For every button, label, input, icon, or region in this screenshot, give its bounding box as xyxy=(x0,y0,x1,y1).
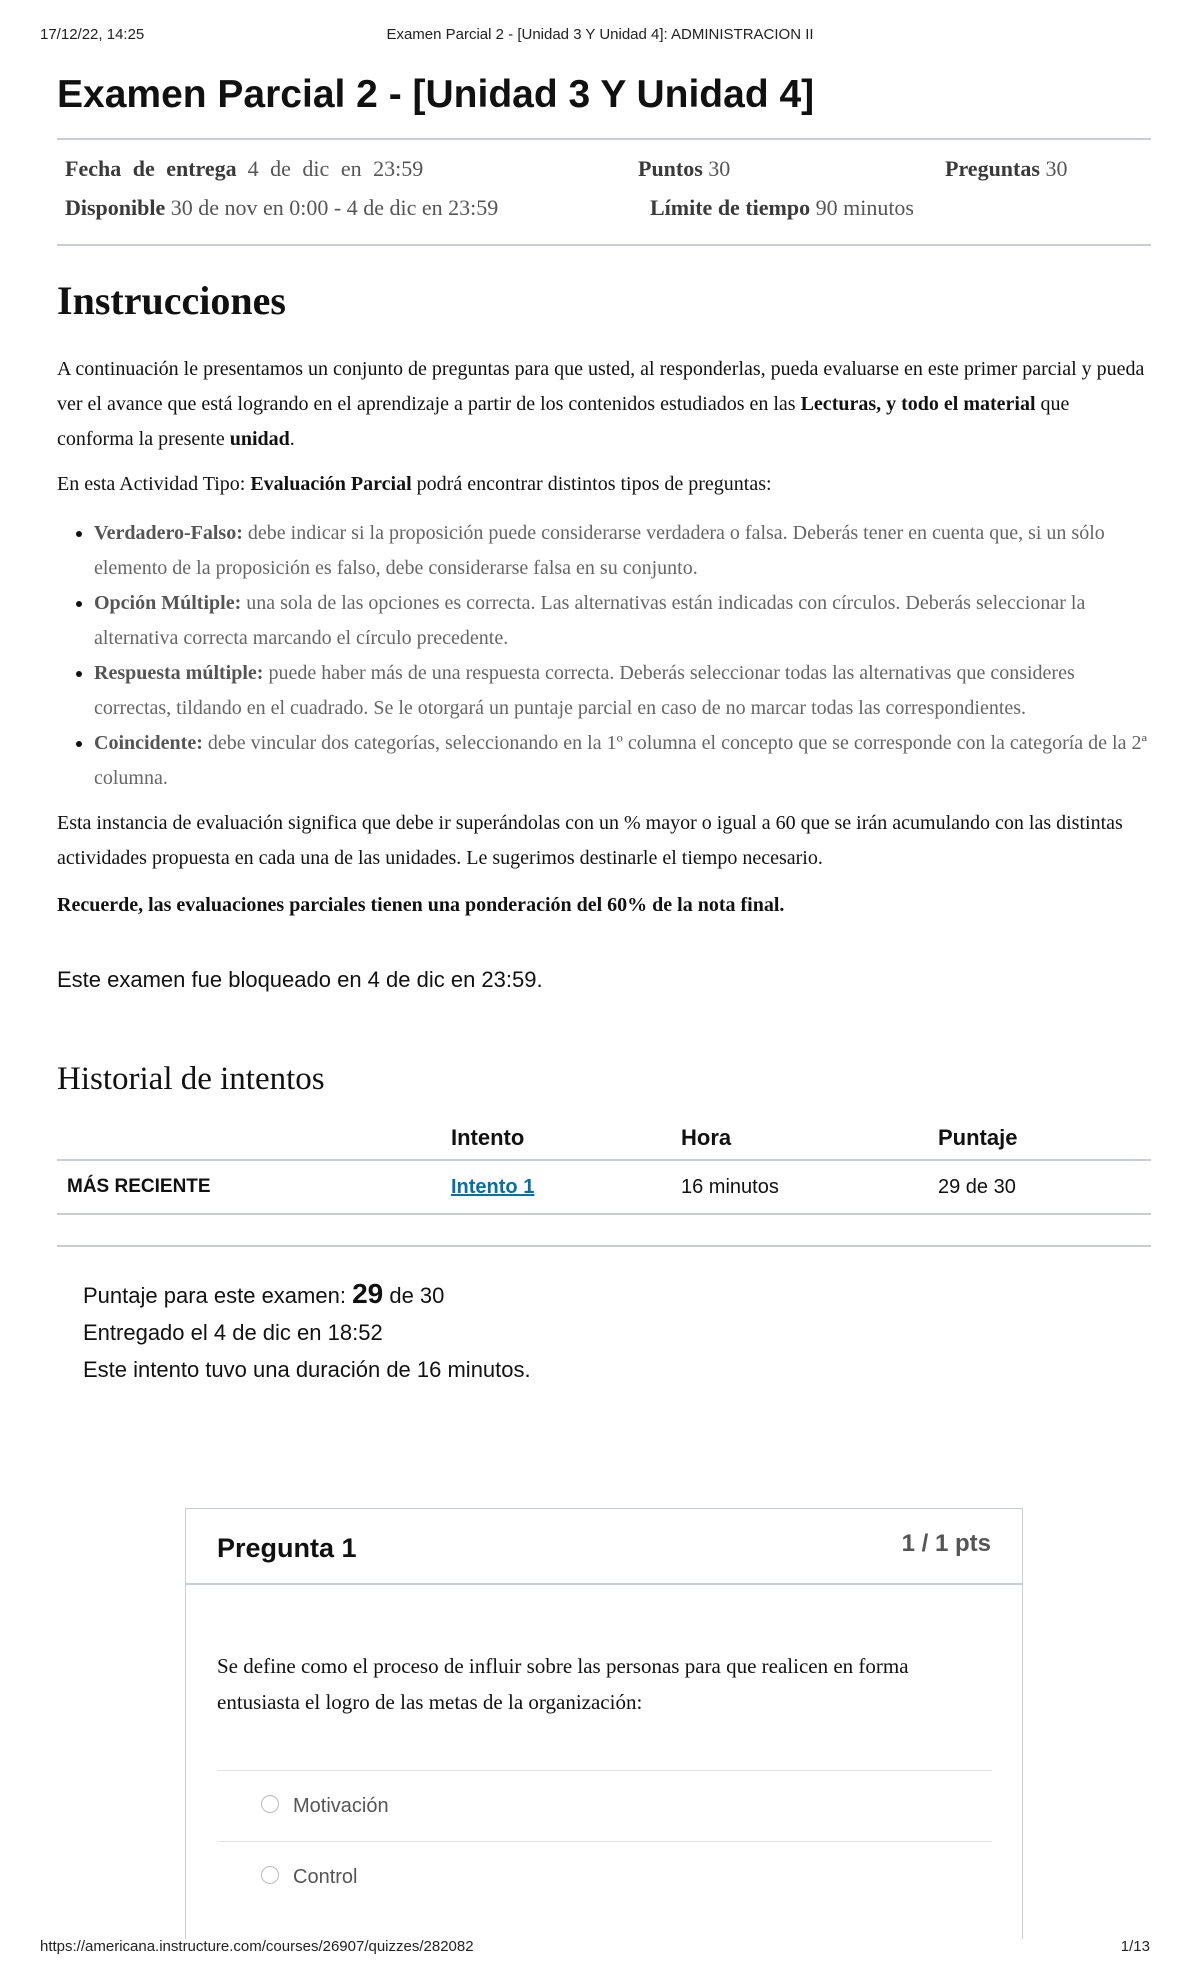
instructions-note xyxy=(57,888,1151,923)
quiz-content xyxy=(57,60,1151,1388)
submitted-line: Entregado el 4 de dic en 18:52 xyxy=(83,1320,383,1345)
list-item xyxy=(94,516,1151,586)
locked-notice: Este examen fue bloqueado en 4 de dic en 23:59. xyxy=(57,967,543,992)
score-label: Puntaje para este examen: xyxy=(83,1283,353,1308)
attempt-time: 16 minutos xyxy=(671,1160,928,1214)
table-header-row xyxy=(57,1117,1151,1160)
divider xyxy=(57,244,1151,246)
radio-button[interactable] xyxy=(261,1795,279,1813)
list-item xyxy=(94,726,1151,796)
question-card xyxy=(185,1508,1023,1939)
column-header xyxy=(57,1117,441,1160)
time-limit-value: 90 minutos xyxy=(815,195,914,220)
instructions-paragraph: Esta instancia de evaluación significa que debe ir superándolas con un % mayor o igual a 60 que se irán acumulando con las distintas actividades propuesta en cada una de las unidades. Le sugerimos destinarle el tiempo necesario. xyxy=(57,812,1123,869)
instructions-heading: Instrucciones xyxy=(57,278,286,323)
type-name: Respuesta múltiple: xyxy=(94,662,264,684)
instructions-paragraph xyxy=(57,467,1151,502)
question-text: Se define como el proceso de influir sobre las personas para que realicen en forma entusiasta el logro de las metas de la organización: xyxy=(217,1654,909,1714)
quiz-details xyxy=(57,140,1151,244)
print-url: https://americana.instructure.com/courses/26907/quizzes/282082 xyxy=(40,1938,474,1955)
text: que conforma la presente xyxy=(57,393,1070,450)
print-datetime: 17/12/22, 14:25 xyxy=(40,26,145,43)
duration-line: Este intento tuvo una duración de 16 minutos. xyxy=(83,1357,531,1382)
text: podrá encontrar distintos tipos de preguntas: xyxy=(411,473,772,495)
radio-button[interactable] xyxy=(261,1866,279,1884)
points-label: Puntos xyxy=(638,156,703,181)
column-header: Puntaje xyxy=(928,1117,1151,1160)
print-footer xyxy=(40,1938,1150,1958)
text-bold: unidad xyxy=(229,428,290,450)
print-header xyxy=(40,26,1160,46)
attempt-score: 29 de 30 xyxy=(928,1160,1151,1214)
due-date-value: 4 de dic en 23:59 xyxy=(247,156,424,181)
print-page-number: 1/13 xyxy=(1120,1938,1150,1955)
answer-option[interactable] xyxy=(217,1841,992,1912)
text-bold: Evaluación Parcial xyxy=(250,473,412,495)
questions-count xyxy=(945,156,1067,182)
answer-option[interactable] xyxy=(217,1770,992,1841)
score-value: 29 xyxy=(352,1278,384,1309)
time-limit xyxy=(650,195,914,221)
question-types-list xyxy=(57,516,1151,796)
availability xyxy=(65,195,498,221)
page-title: Examen Parcial 2 - [Unidad 3 Y Unidad 4] xyxy=(57,73,815,116)
attempt-summary xyxy=(83,1275,1151,1388)
list-item xyxy=(94,586,1151,656)
text: En esta Actividad Tipo: xyxy=(57,473,251,495)
due-date xyxy=(65,156,423,182)
answer-list xyxy=(217,1770,992,1912)
available-value: 30 de nov en 0:00 - 4 de dic en 23:59 xyxy=(170,195,499,220)
column-header: Hora xyxy=(671,1117,928,1160)
answer-label: Control xyxy=(293,1866,358,1888)
question-points: 1 / 1 pts xyxy=(901,1530,991,1557)
question-header xyxy=(186,1509,1022,1585)
time-limit-label: Límite de tiempo xyxy=(650,195,811,220)
type-description: una sola de las opciones es correcta. Las alternativas están indicadas con círculos. Deberás seleccionar la alternativa correcta marcando el círculo precedente. xyxy=(94,592,1086,649)
points-value: 30 xyxy=(708,156,731,181)
table-row xyxy=(57,1160,1151,1214)
history-heading: Historial de intentos xyxy=(57,1061,325,1097)
score-line xyxy=(83,1275,1151,1314)
text-bold: Recuerde, las evaluaciones parciales tienen una ponderación del 60% de la nota final. xyxy=(57,894,785,916)
print-title: Examen Parcial 2 - [Unidad 3 Y Unidad 4]: ADMINISTRACION II xyxy=(386,26,814,43)
attempt-link[interactable]: Intento 1 xyxy=(451,1175,535,1198)
type-name: Opción Múltiple: xyxy=(94,592,242,614)
score-total: de 30 xyxy=(383,1283,445,1308)
text-bold: Lecturas, y todo el material xyxy=(800,393,1036,415)
type-description: puede haber más de una respuesta correcta. Deberás seleccionar todas las alternativas que consideres correctas, tildando en el cuadrado. Se le otorgará un puntaje parcial en caso de no marcar todas las correspondientes. xyxy=(94,662,1075,719)
type-name: Verdadero-Falso: xyxy=(94,522,243,544)
attempts-table xyxy=(57,1117,1151,1215)
column-header: Intento xyxy=(441,1117,671,1160)
list-item xyxy=(94,656,1151,726)
type-description: debe vincular dos categorías, seleccionando en la 1º columna el concepto que se corresponde con la categoría de la 2ª columna. xyxy=(94,732,1147,789)
answer-label: Motivación xyxy=(293,1795,389,1817)
question-title: Pregunta 1 xyxy=(217,1533,357,1563)
due-date-label: Fecha de entrega xyxy=(65,156,237,181)
available-label: Disponible xyxy=(65,195,166,220)
attempt-label: MÁS RECIENTE xyxy=(57,1160,441,1214)
type-description: debe indicar si la proposición puede considerarse verdadera o falsa. Deberás tener en cuenta que, si un sólo elemento de la proposición es falso, debe considerarse falsa en su conjunto. xyxy=(94,522,1105,579)
questions-value: 30 xyxy=(1045,156,1068,181)
text: . xyxy=(289,428,295,450)
instructions-paragraph xyxy=(57,352,1151,457)
attempt-cell xyxy=(441,1160,671,1214)
points xyxy=(638,156,730,182)
type-name: Coincidente: xyxy=(94,732,203,754)
text: A continuación le presentamos un conjunto de preguntas para que usted, al responderlas, pueda evaluarse en este primer parcial y pueda ver el avance que está logrando en el aprendizaje a partir de los contenidos estudiados en las xyxy=(57,358,1145,415)
questions-label: Preguntas xyxy=(945,156,1040,181)
divider xyxy=(57,1245,1151,1247)
